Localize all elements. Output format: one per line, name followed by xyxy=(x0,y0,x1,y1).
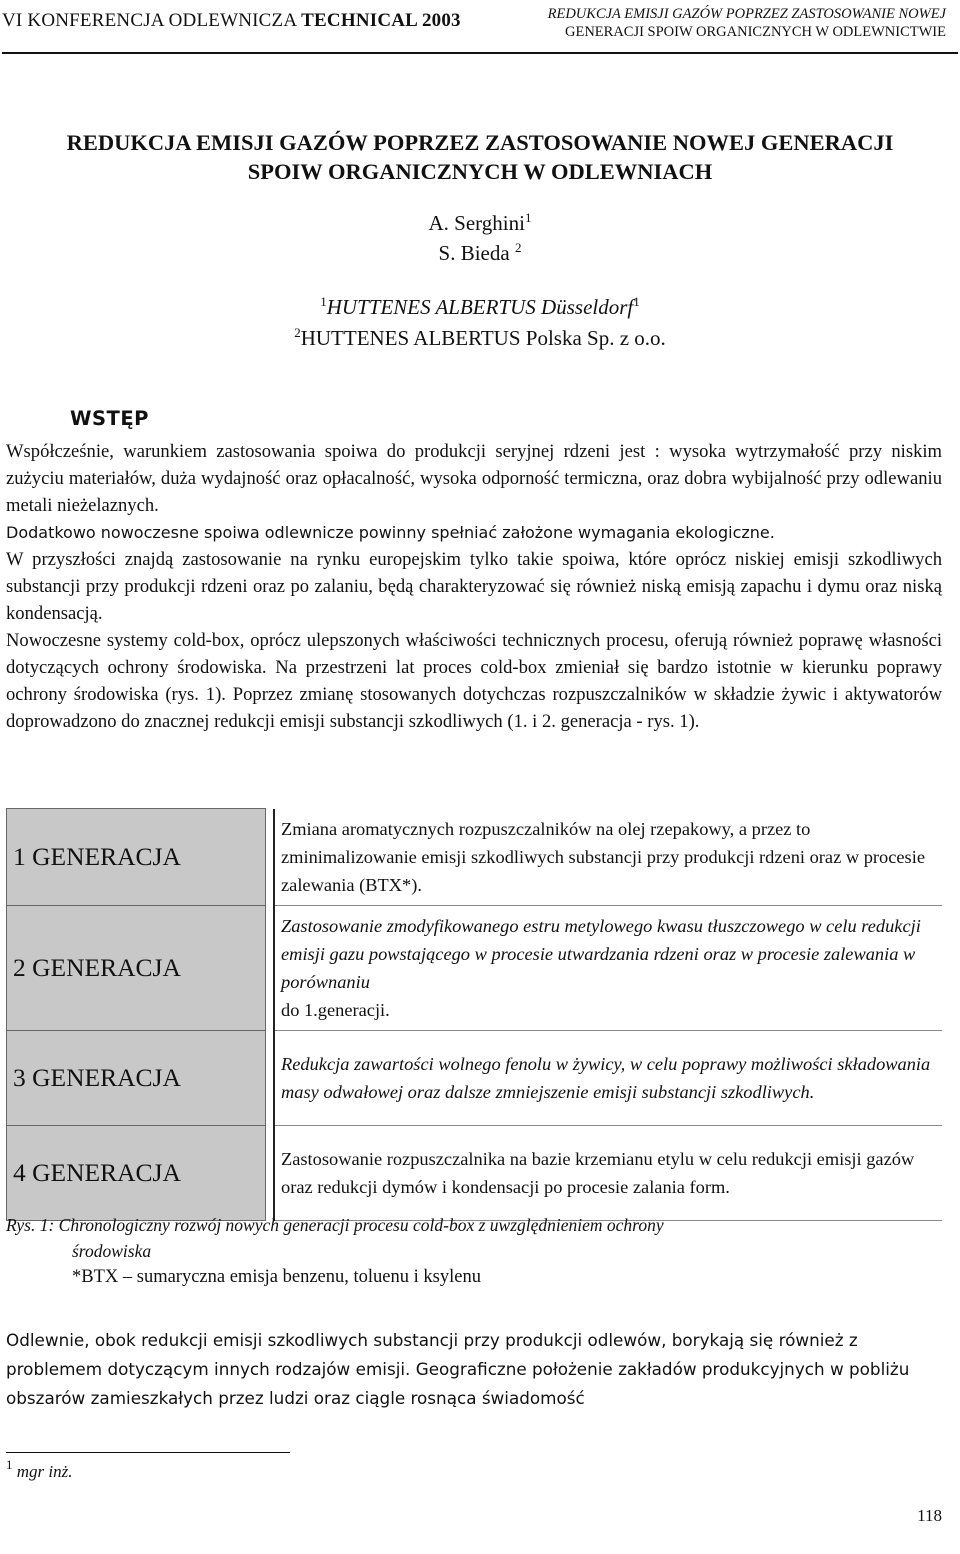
caption-line-3: *BTX – sumaryczna emisja benzenu, toluenu i ksylenu xyxy=(72,1267,481,1287)
generation-4-spacer xyxy=(266,1125,275,1220)
conference-name xyxy=(2,10,461,32)
footnote-rule xyxy=(6,1452,290,1453)
paper-title-line-1: REDUKCJA EMISJI GAZÓW POPRZEZ ZASTOSOWANIE NOWEJ GENERACJI xyxy=(66,130,894,155)
generation-4-name: 4 GENERACJA xyxy=(7,1125,266,1220)
affiliation-2-sup: 2 xyxy=(294,325,301,340)
affiliation-1-trail-sup: 1 xyxy=(633,294,640,309)
generation-2-spacer xyxy=(266,905,275,1030)
intro-paragraph-3: W przyszłości znajdą zastosowanie na rynku europejskim tylko takie spoiwa, które oprócz niskiej emisji szkodliwych substancji przy produkcji rdzeni oraz po zalaniu, będą charakteryzować się również niską emisją zapachu i dymu oraz niską kondensacją. xyxy=(6,549,942,624)
intro-paragraph-1: Współcześnie, warunkiem zastosowania spoiwa do produkcji seryjnej rdzeni jest : wysoka wytrzymałość przy niskim zużyciu materiałów, duża wydajność oraz opłacalność, wysoka odporność termiczna, oraz dobra wybijalność przy odlewaniu metali nieżelaznych. xyxy=(6,441,942,516)
affiliations xyxy=(0,292,960,354)
running-title-line-2: GENERACJI SPOIW ORGANICZNYCH W ODLEWNICTWIE xyxy=(564,24,946,40)
conference-name-bold: TECHNICAL 2003 xyxy=(301,10,461,31)
footnote-text: mgr inż. xyxy=(16,1462,73,1481)
header-rule xyxy=(2,52,958,54)
section-heading: WSTĘP xyxy=(70,407,149,430)
caption-line-2: środowiska xyxy=(72,1241,152,1261)
affiliation-1 xyxy=(0,292,960,323)
running-title xyxy=(548,5,946,41)
affiliation-2-text: HUTTENES ALBERTUS Polska Sp. z o.o. xyxy=(300,326,666,350)
author-2-sup: 2 xyxy=(514,240,522,255)
conference-name-normal: VI KONFERENCJA ODLEWNICZA xyxy=(2,10,297,31)
generation-3-desc: Redukcja zawartości wolnego fenolu w żywicy, w celu poprawy możliwości składowania masy odwałowej oraz dalsze zmniejszenie emisji substancji szkodliwych. xyxy=(274,1030,942,1125)
generation-row-3 xyxy=(7,1030,943,1125)
generation-3-name: 3 GENERACJA xyxy=(7,1030,266,1125)
paper-title xyxy=(0,128,960,186)
generation-2-desc: Zastosowanie zmodyfikowanego estru metylowego kwasu tłuszczowego w celu redukcji emisji gazu powstającego w procesie utwardzania rdzeni oraz w procesie zalewania w porównaniu xyxy=(281,915,921,992)
author-2 xyxy=(0,238,960,268)
footnote-sup: 1 xyxy=(6,1457,13,1472)
author-1 xyxy=(0,208,960,238)
affiliation-2 xyxy=(0,323,960,354)
generation-row-1 xyxy=(7,809,943,906)
running-header xyxy=(0,0,960,54)
footnote xyxy=(6,1457,73,1482)
generation-row-4 xyxy=(7,1125,943,1220)
generation-1-desc: Zmiana aromatycznych rozpuszczalników na olej rzepakowy, a przez to zminimalizowanie emisji szkodliwych substancji przy produkcji rdzeni oraz w procesie zalewania (BTX*). xyxy=(274,809,942,906)
intro-text xyxy=(6,438,942,735)
affiliation-1-sup: 1 xyxy=(320,294,327,309)
page-number: 118 xyxy=(917,1506,942,1525)
author-2-name: S. Bieda xyxy=(438,241,515,265)
caption-line-1: Rys. 1: Chronologiczny rozwój nowych generacji procesu cold-box z uwzględnieniem ochrony xyxy=(6,1215,664,1235)
intro-paragraph-4: Nowoczesne systemy cold-box, oprócz ulepszonych właściwości technicznych procesu, oferują również poprawę własności dotyczących ochrony środowiska. Na przestrzeni lat proces cold-box zmieniał się bardzo istotnie w kierunku poprawy ochrony środowiska (rys. 1). Poprzez zmianę stosowanych dotychczas rozpuszczalników w składzie żywic i aktywatorów doprowadzono do znacznej redukcji emisji substancji szkodliwych (1. i 2. generacja - rys. 1). xyxy=(6,630,942,732)
generation-4-desc: Zastosowanie rozpuszczalnika na bazie krzemianu etylu w celu redukcji emisji gazów oraz redukcji dymów i kondensacji po procesie zalania form. xyxy=(274,1125,942,1220)
generation-1-name: 1 GENERACJA xyxy=(7,809,266,906)
generations-table xyxy=(6,808,942,1221)
body-paragraph: Odlewnie, obok redukcji emisji szkodliwych substancji przy produkcji odlewów, borykają się również z problemem dotyczącym innych rodzajów emisji. Geograficzne położenie zakładów produkcyjnych w pobliżu obszarów zamieszkałych przez ludzi oraz ciągle rosnąca świadomość xyxy=(6,1330,910,1408)
generation-2-desc-cell xyxy=(274,905,942,1030)
generation-2-desc-extra: do 1.generacji. xyxy=(281,999,390,1020)
affiliation-1-text: HUTTENES ALBERTUS Düsseldorf xyxy=(326,295,634,319)
generation-1-spacer xyxy=(266,809,275,906)
generation-row-2 xyxy=(7,905,943,1030)
paper-title-line-2: SPOIW ORGANICZNYCH W ODLEWNIACH xyxy=(247,159,713,184)
generation-3-spacer xyxy=(266,1030,275,1125)
intro-paragraph-2: Dodatkowo nowoczesne spoiwa odlewnicze powinny spełniać założone wymagania ekologiczne. xyxy=(6,523,775,542)
figure-caption xyxy=(6,1212,664,1290)
body-text xyxy=(6,1326,942,1413)
authors xyxy=(0,208,960,268)
running-title-line-1: REDUKCJA EMISJI GAZÓW POPRZEZ ZASTOSOWANIE NOWEJ xyxy=(547,6,946,22)
author-1-sup: 1 xyxy=(524,210,532,225)
generation-2-name: 2 GENERACJA xyxy=(7,905,266,1030)
author-1-name: A. Serghini xyxy=(428,211,525,235)
